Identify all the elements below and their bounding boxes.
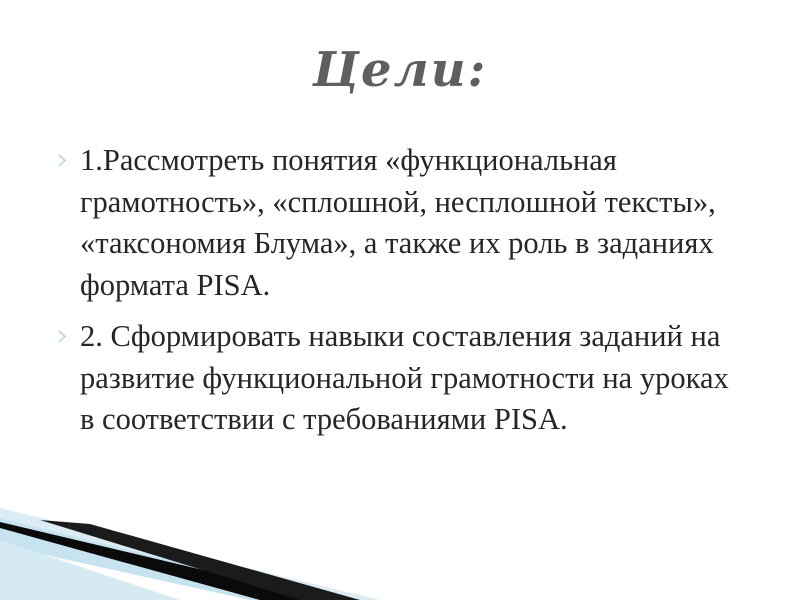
slide-title: Цели: — [312, 42, 488, 98]
goals-list — [56, 140, 736, 451]
goal-item-1 — [56, 140, 736, 306]
goal-item-2 — [56, 316, 736, 441]
chevron-bullet-icon — [58, 330, 67, 343]
goal-item-text: 1.Рассмотреть понятия «функциональная грамотность», «сплошной, несплошной тексты», «таксономия Блума», а также их роль в заданиях формата PISA. — [80, 143, 716, 302]
chevron-bullet-icon — [58, 154, 67, 167]
goal-item-text: 2. Сформировать навыки составления заданий на развитие функциональной грамотности на уроках в соответствии с требованиями PISA. — [80, 319, 729, 436]
